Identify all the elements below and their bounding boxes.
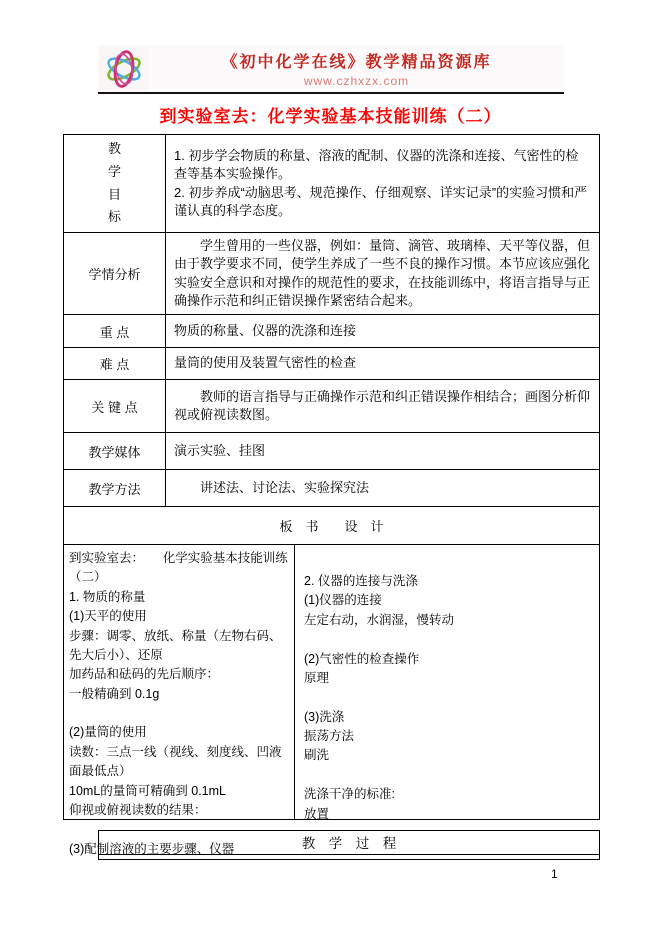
content-teaching-methods: 讲述法、讨论法、实验探究法 (166, 470, 600, 507)
site-title: 《初中化学在线》教学精品资源库 (221, 54, 492, 71)
teaching-process-box (98, 830, 600, 860)
board-design-header: 板 书 设 计 (64, 507, 600, 545)
content-teaching-media: 演示实验、挂图 (166, 433, 600, 470)
content-difficult-points: 量筒的使用及装置气密性的检查 (166, 348, 600, 380)
label-key-points: 重 点 (64, 315, 166, 348)
content-learner-analysis: 学生曾用的一些仪器，例如：量筒、滴管、玻璃棒、天平等仪器，但由于教学要求不同，使学生养成了一些不良的操作习惯。本节应该应强化实验安全意识和对操作的规范性的要求，在技能训练中，将语言指导与正确操作示范和纠正错误操作紧密结合起来。 (166, 233, 600, 315)
table-row-board-design-content (64, 545, 600, 820)
board-right-column: 2. 仪器的连接与洗涤 (1)仪器的连接 左定右动，水润湿，慢转动 (2)气密性的检查操作 原理 (3)洗涤 振荡方法 刷洗 洗涤干净的标准: 放置 (304, 574, 455, 821)
atom-logo-icon (99, 47, 149, 91)
site-url: www.czhxzx.com (303, 74, 410, 88)
content-teaching-goals: 1. 初步学会物质的称量、溶液的配制、仪器的洗涤和连接、气密性的检查等基本实验操作。 2. 初步养成“动脑思考、规范操作、仔细观察、详实记录”的实验习惯和严谨认真的科学态度。 (166, 135, 600, 233)
table-row-crucial-points (64, 380, 600, 433)
label-teaching-goals: 教学目标 (64, 135, 166, 233)
table-row-board-design-header (64, 507, 600, 545)
site-header-banner (98, 45, 564, 94)
label-learner-analysis: 学情分析 (64, 233, 166, 315)
table-row-teaching-methods (64, 470, 600, 507)
page-title: 到实验室去：化学实验基本技能训练（二） (159, 107, 502, 126)
label-crucial-points: 关 键 点 (64, 380, 166, 433)
page-number: 1 (551, 867, 558, 881)
teaching-process-spacer (99, 855, 599, 859)
content-key-points: 物质的称量、仪器的洗涤和连接 (166, 315, 600, 348)
table-row-teaching-goals (64, 135, 600, 233)
teaching-process-header: 教 学 过 程 (99, 831, 599, 855)
board-left-column: 到实验室去： 化学实验基本技能训练（二） 1. 物质的称量 (1)天平的使用 步骤：调零、放纸、称量（左物右码、先大后小）、还原 加药品和砝码的先后顺序： 一般精确到 0.1g (2)量筒的使用 读数：三点一线（视线、刻度线、凹液面最低点） 10mL的量筒可精确到 0.1mL 仰视或俯视读数的结果： (3)配制溶液的主要步骤、仪器 (64, 545, 295, 819)
table-row-teaching-media (64, 433, 600, 470)
content-crucial-points: 教师的语言指导与正确操作示范和纠正错误操作相结合；画图分析仰视或俯视读数图。 (166, 380, 600, 433)
table-row-learner-analysis (64, 233, 600, 315)
table-row-difficult-points (64, 348, 600, 380)
label-teaching-methods: 教学方法 (64, 470, 166, 507)
table-row-key-points (64, 315, 600, 348)
banner-text (149, 49, 564, 88)
label-teaching-media: 教学媒体 (64, 433, 166, 470)
label-difficult-points: 难 点 (64, 348, 166, 380)
